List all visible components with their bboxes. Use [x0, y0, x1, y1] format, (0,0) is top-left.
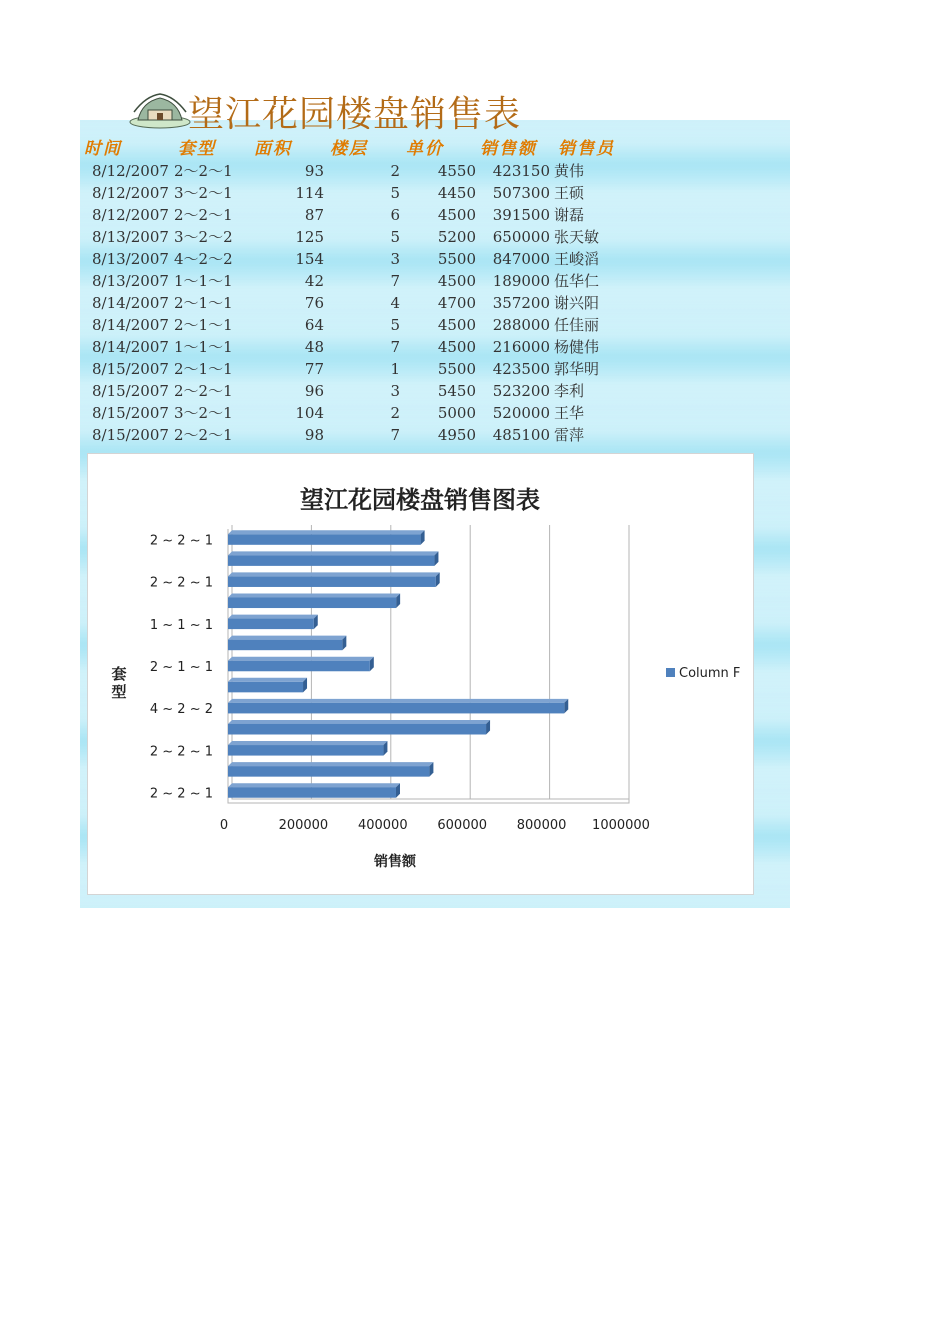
- cell-date: 8/15/2007: [92, 360, 169, 378]
- cell-area: 98: [304, 426, 324, 444]
- cell-sales: 520000: [492, 404, 550, 422]
- cell-date: 8/15/2007: [92, 404, 169, 422]
- cell-date: 8/14/2007: [92, 316, 169, 334]
- table-row: [80, 424, 640, 446]
- cell-person: 黄伟: [554, 162, 585, 180]
- cell-sales: 391500: [492, 206, 550, 224]
- header-floor: 楼层: [330, 139, 368, 159]
- cell-area: 104: [295, 404, 324, 422]
- table-row: [80, 292, 640, 314]
- cell-price: 4450: [437, 184, 476, 202]
- cell-area: 154: [295, 250, 324, 268]
- cell-price: 4500: [437, 206, 476, 224]
- cell-area: 64: [304, 316, 324, 334]
- cell-type: 3～2～2: [174, 228, 233, 246]
- bar-top: [228, 615, 318, 619]
- cell-type: 2～1～1: [174, 360, 233, 378]
- cell-sales: 423500: [492, 360, 550, 378]
- table-row: [80, 380, 640, 402]
- table-row: [80, 160, 640, 182]
- cell-person: 谢磊: [554, 206, 585, 224]
- cell-person: 谢兴阳: [554, 294, 600, 312]
- cell-floor: 2: [390, 162, 400, 180]
- cell-price: 4700: [437, 294, 476, 312]
- cell-floor: 5: [390, 316, 400, 334]
- bar: [228, 576, 436, 587]
- bar-top: [228, 594, 400, 598]
- bar-top: [228, 678, 307, 682]
- house-logo-icon: [128, 92, 192, 130]
- cell-person: 李利: [554, 382, 585, 400]
- header-person: 销售员: [558, 139, 615, 159]
- x-tick-label: 200000: [278, 818, 329, 833]
- cell-floor: 7: [390, 272, 400, 290]
- y-tick-label: 2 ~ 1 ~ 1: [149, 660, 213, 675]
- cell-sales: 485100: [492, 426, 550, 444]
- cell-type: 3～2～1: [174, 184, 233, 202]
- table-row: [80, 314, 640, 336]
- cell-date: 8/15/2007: [92, 426, 169, 444]
- cell-floor: 5: [390, 184, 400, 202]
- cell-type: 3～2～1: [174, 404, 233, 422]
- cell-date: 8/13/2007: [92, 250, 169, 268]
- bar: [228, 766, 429, 777]
- bar: [228, 703, 564, 714]
- header-type: 套型: [178, 139, 216, 159]
- header-sales: 销售额: [480, 139, 537, 159]
- cell-type: 1～1～1: [174, 272, 233, 290]
- table-header: [80, 134, 640, 160]
- cell-person: 张天敏: [554, 228, 600, 246]
- bar: [228, 555, 434, 566]
- table-row: [80, 402, 640, 424]
- cell-type: 4～2～2: [174, 250, 233, 268]
- header-price: 单价: [406, 139, 444, 159]
- bar: [228, 787, 396, 798]
- bar-top: [228, 699, 568, 703]
- table-row: [80, 204, 640, 226]
- cell-floor: 3: [390, 250, 400, 268]
- bar-top: [228, 783, 400, 787]
- cell-price: 4500: [437, 272, 476, 290]
- chart-title: 望江花园楼盘销售图表: [300, 486, 540, 514]
- cell-sales: 189000: [492, 272, 550, 290]
- y-tick-label: 2 ~ 2 ~ 1: [149, 533, 213, 549]
- cell-sales: 523200: [492, 382, 550, 400]
- cell-person: 雷萍: [554, 426, 585, 444]
- cell-type: 2～1～1: [174, 294, 233, 312]
- y-tick-label: 4 ~ 2 ~ 2: [149, 702, 213, 718]
- cell-area: 48: [304, 338, 324, 356]
- x-tick-label: 0: [219, 818, 229, 833]
- cell-price: 4950: [437, 426, 476, 444]
- cell-floor: 1: [390, 360, 400, 378]
- cell-price: 5000: [437, 404, 476, 422]
- cell-sales: 357200: [492, 294, 550, 312]
- header-date: 时间: [84, 139, 122, 159]
- cell-type: 2～2～1: [174, 206, 233, 224]
- sales-chart: [87, 453, 754, 895]
- cell-area: 96: [304, 382, 324, 400]
- cell-sales: 507300: [492, 184, 550, 202]
- bar-top: [228, 572, 440, 576]
- cell-price: 5500: [437, 250, 476, 268]
- bar: [228, 661, 370, 672]
- page-title: 望江花园楼盘销售表: [188, 94, 522, 135]
- cell-area: 76: [304, 294, 324, 312]
- table-row: [80, 358, 640, 380]
- cell-area: 114: [295, 184, 324, 202]
- table-row: [80, 270, 640, 292]
- legend-swatch: [666, 668, 675, 677]
- sales-chart-svg: [88, 454, 753, 894]
- bar-top: [228, 720, 490, 724]
- bar: [228, 598, 396, 609]
- cell-type: 1～1～1: [174, 338, 233, 356]
- cell-person: 王峻滔: [554, 250, 600, 268]
- x-axis-title: 销售额: [374, 854, 416, 870]
- bar-top: [228, 762, 433, 766]
- cell-type: 2～2～1: [174, 162, 233, 180]
- bar: [228, 745, 383, 756]
- y-tick-label: 2 ~ 2 ~ 1: [149, 575, 213, 591]
- bar: [228, 682, 303, 693]
- table-row: [80, 248, 640, 270]
- cell-floor: 4: [390, 294, 400, 312]
- cell-floor: 3: [390, 382, 400, 400]
- cell-person: 郭华明: [554, 360, 600, 378]
- cell-date: 8/12/2007: [92, 162, 169, 180]
- legend-label: Column F: [679, 666, 741, 681]
- cell-floor: 2: [390, 404, 400, 422]
- cell-type: 2～2～1: [174, 382, 233, 400]
- bar: [228, 619, 314, 630]
- y-tick-label: 1 ~ 1 ~ 1: [149, 617, 213, 633]
- bar-top: [228, 530, 425, 534]
- bar: [228, 534, 421, 545]
- cell-area: 77: [304, 360, 324, 378]
- table-row: [80, 182, 640, 204]
- x-tick-label: 1000000: [592, 818, 650, 833]
- cell-price: 4550: [437, 162, 476, 180]
- cell-date: 8/12/2007: [92, 206, 169, 224]
- y-tick-label: 2 ~ 2 ~ 1: [149, 786, 213, 802]
- cell-type: 2～1～1: [174, 316, 233, 334]
- cell-sales: 423150: [492, 162, 550, 180]
- bar-top: [228, 636, 346, 640]
- cell-sales: 216000: [492, 338, 550, 356]
- cell-area: 93: [304, 162, 324, 180]
- cell-area: 42: [304, 272, 324, 290]
- bar-top: [228, 741, 387, 745]
- cell-person: 王华: [554, 404, 585, 422]
- y-tick-label: 2 ~ 2 ~ 1: [149, 744, 213, 760]
- table-row: [80, 336, 640, 358]
- cell-person: 王硕: [554, 184, 585, 202]
- bar-top: [228, 657, 374, 661]
- cell-type: 2～2～1: [174, 426, 233, 444]
- cell-date: 8/14/2007: [92, 294, 169, 312]
- cell-person: 任佳丽: [554, 316, 600, 334]
- cell-sales: 288000: [492, 316, 550, 334]
- x-tick-label: 600000: [437, 818, 488, 833]
- x-tick-label: 800000: [516, 818, 567, 833]
- cell-price: 4500: [437, 316, 476, 334]
- cell-price: 4500: [437, 338, 476, 356]
- cell-sales: 650000: [492, 228, 550, 246]
- cell-area: 87: [304, 206, 324, 224]
- cell-person: 伍华仁: [554, 272, 600, 290]
- cell-floor: 7: [390, 426, 400, 444]
- cell-floor: 7: [390, 338, 400, 356]
- cell-date: 8/13/2007: [92, 272, 169, 290]
- x-tick-label: 400000: [357, 818, 408, 833]
- bar-top: [228, 551, 438, 555]
- table-row: [80, 226, 640, 248]
- cell-price: 5500: [437, 360, 476, 378]
- cell-area: 125: [295, 228, 324, 246]
- header-area: 面积: [254, 139, 292, 159]
- cell-date: 8/14/2007: [92, 338, 169, 356]
- cell-price: 5200: [437, 228, 476, 246]
- cell-date: 8/12/2007: [92, 184, 169, 202]
- cell-price: 5450: [437, 382, 476, 400]
- cell-date: 8/13/2007: [92, 228, 169, 246]
- cell-date: 8/15/2007: [92, 382, 169, 400]
- bar: [228, 724, 486, 735]
- cell-person: 杨健伟: [554, 338, 600, 356]
- title-area: [128, 86, 548, 135]
- y-axis-title: 套型: [111, 665, 127, 701]
- bar: [228, 640, 342, 651]
- cell-floor: 6: [390, 206, 400, 224]
- cell-floor: 5: [390, 228, 400, 246]
- cell-sales: 847000: [492, 250, 550, 268]
